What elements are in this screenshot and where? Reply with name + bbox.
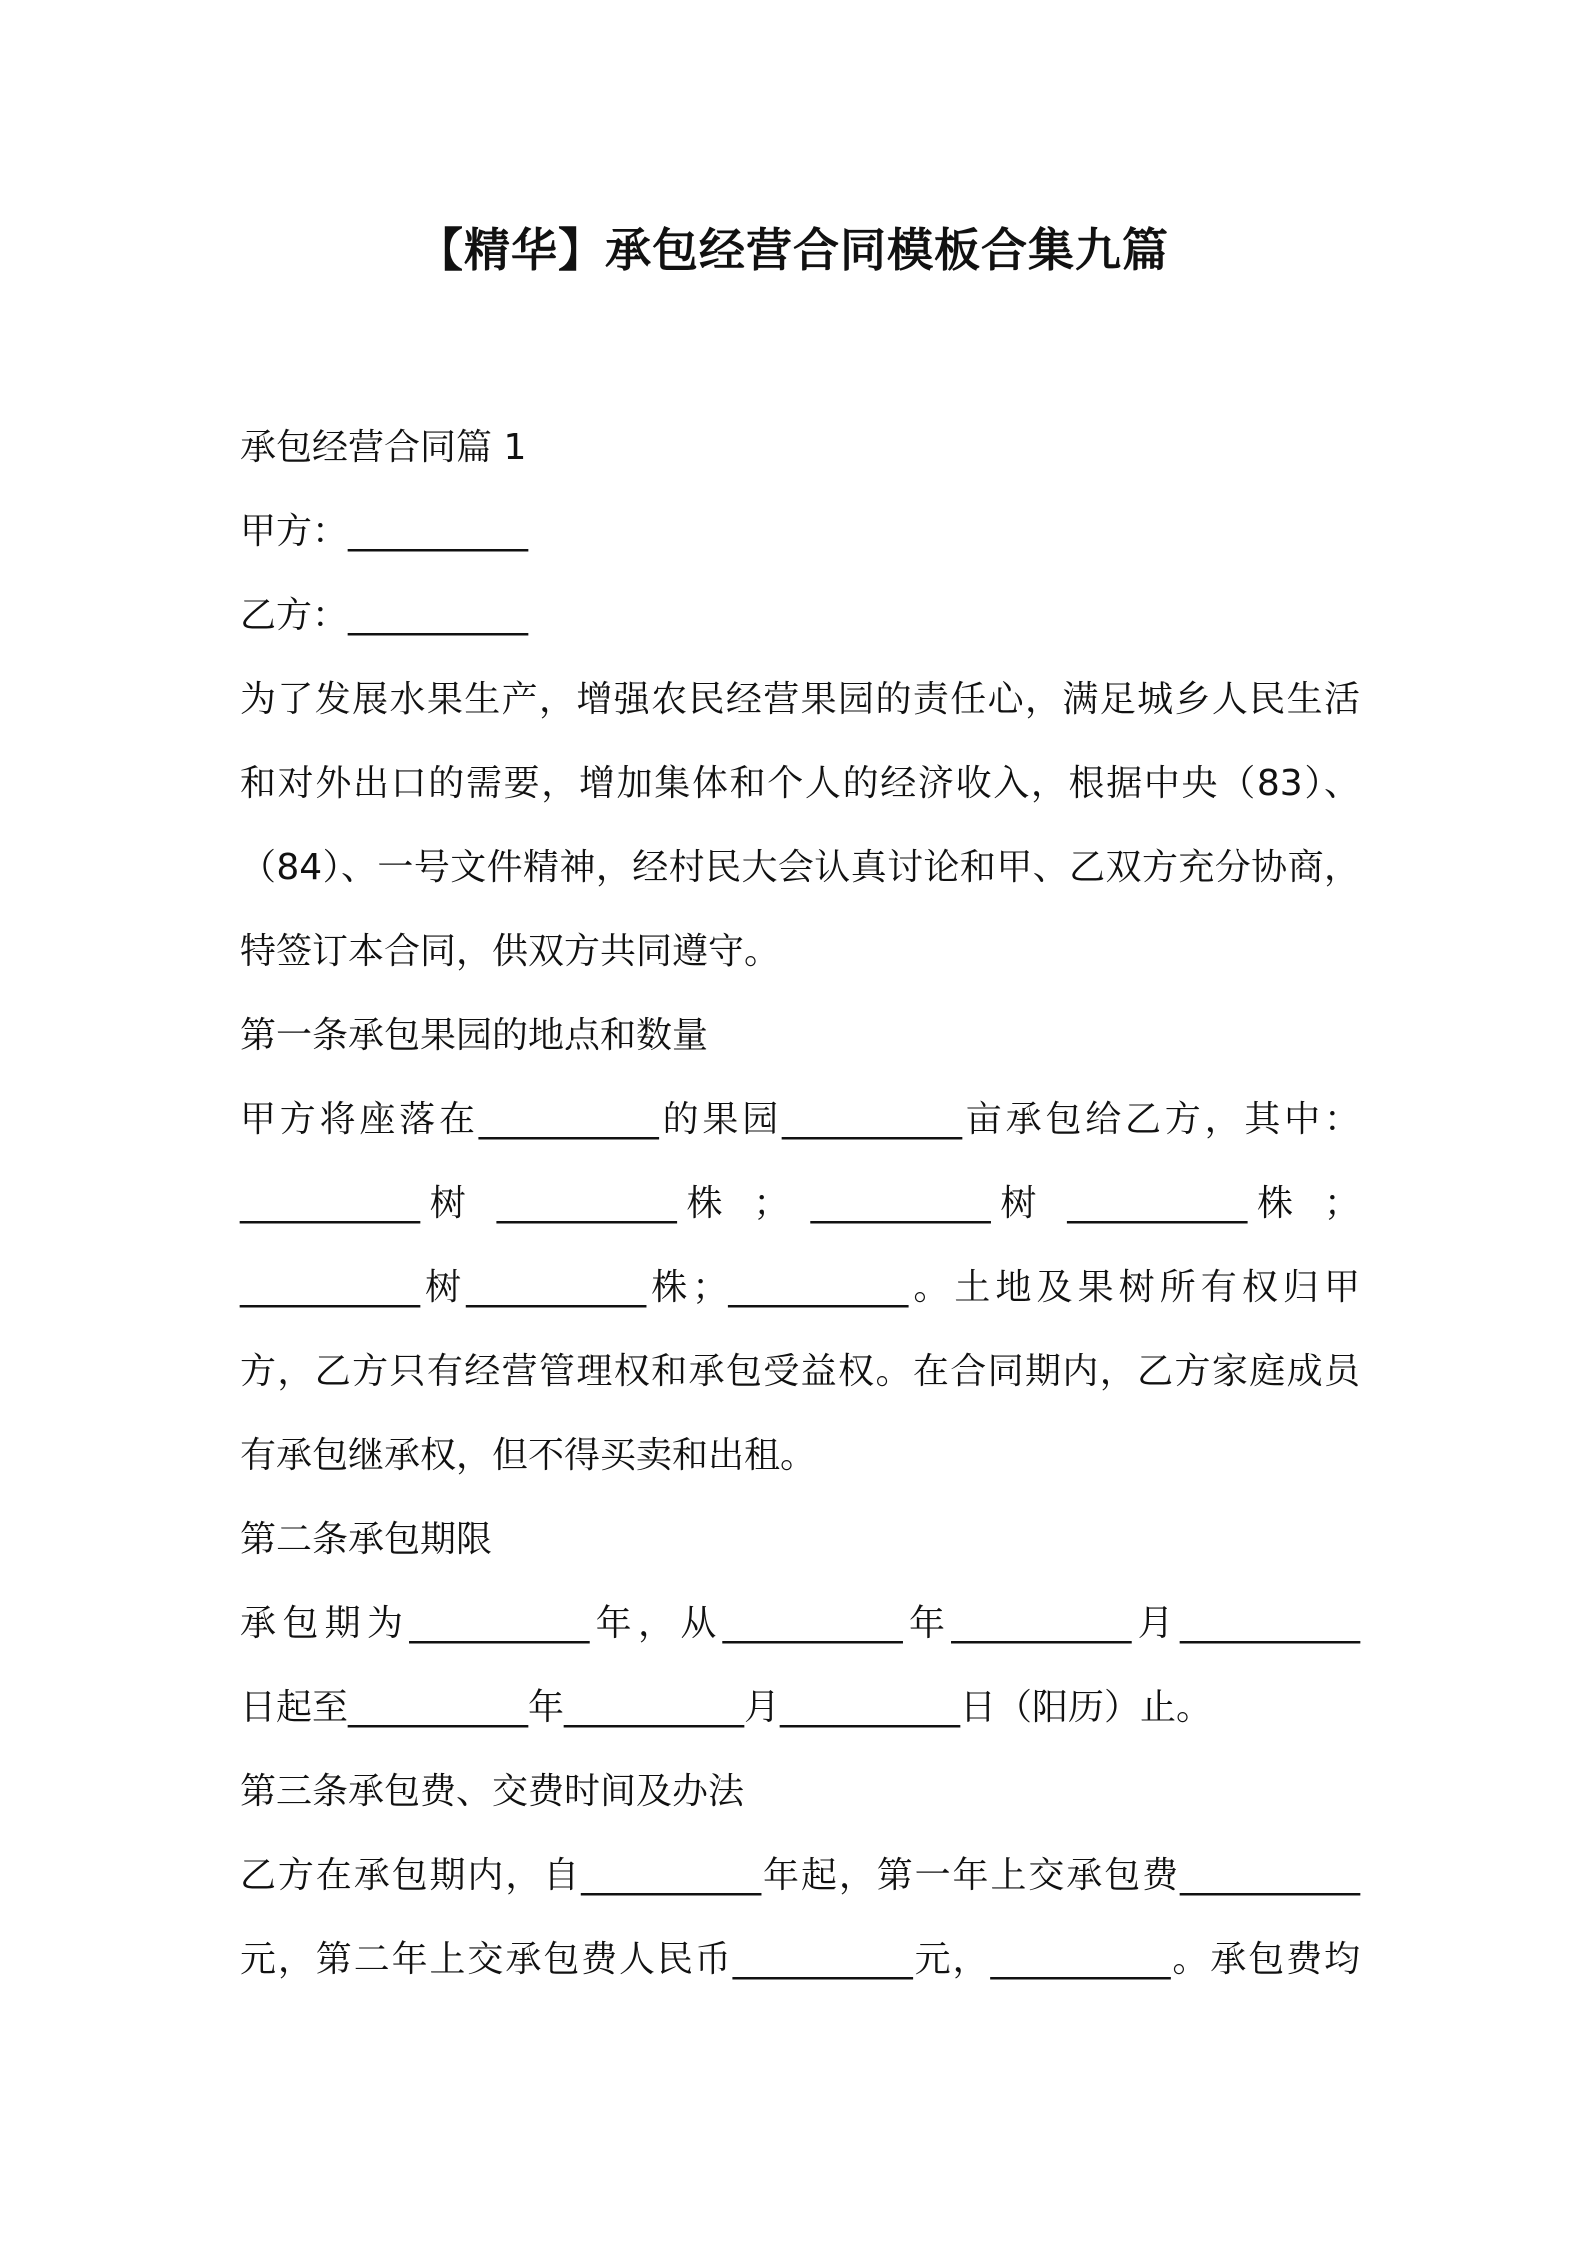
article-1-line-2: __________树 __________株 ； __________树 __________株 ；: [240, 1183, 1360, 1224]
document-title: 【精华】承包经营合同模板合集九篇: [417, 223, 1169, 277]
preamble-line-1: 为了发展水果生产，增强农民经营果园的责任心，满足城乡人民生活: [240, 679, 1360, 720]
article-1-line-1: 甲方将座落在__________的果园__________亩承包给乙方，其中：: [240, 1099, 1360, 1140]
section-heading-contract-1: 承包经营合同篇 1: [240, 427, 527, 468]
preamble-line-2: 和对外出口的需要，增加集体和个人的经济收入，根据中央（83）、: [240, 763, 1360, 804]
preamble-line-3: （84）、一号文件精神，经村民大会认真讨论和甲、乙双方充分协商，: [240, 847, 1360, 888]
article-3-heading: 第三条承包费、交费时间及办法: [240, 1771, 745, 1812]
article-3-line-2: 元，第二年上交承包费人民币__________元，__________。承包费均: [240, 1939, 1360, 1980]
article-2-line-1: 承包期为__________年，从__________年__________月__________: [240, 1603, 1360, 1644]
article-1-heading: 第一条承包果园的地点和数量: [240, 1015, 709, 1056]
article-3-line-1: 乙方在承包期内，自__________年起，第一年上交承包费__________: [240, 1855, 1360, 1896]
party-b-line: 乙方：__________: [240, 595, 529, 636]
document-body: [240, 406, 1360, 2002]
article-2-heading: 第二条承包期限: [240, 1519, 493, 1560]
article-2-line-2: 日起至__________年__________月__________日（阳历）止。: [240, 1687, 1213, 1728]
article-1-line-3: __________树__________株；__________。土地及果树所有权归甲: [240, 1267, 1360, 1308]
article-1-line-5: 有承包继承权，但不得买卖和出租。: [240, 1435, 817, 1476]
preamble-line-4: 特签订本合同，供双方共同遵守。: [240, 931, 781, 972]
party-a-line: 甲方：__________: [240, 511, 529, 552]
article-1-line-4: 方，乙方只有经营管理权和承包受益权。在合同期内，乙方家庭成员: [240, 1351, 1360, 1392]
